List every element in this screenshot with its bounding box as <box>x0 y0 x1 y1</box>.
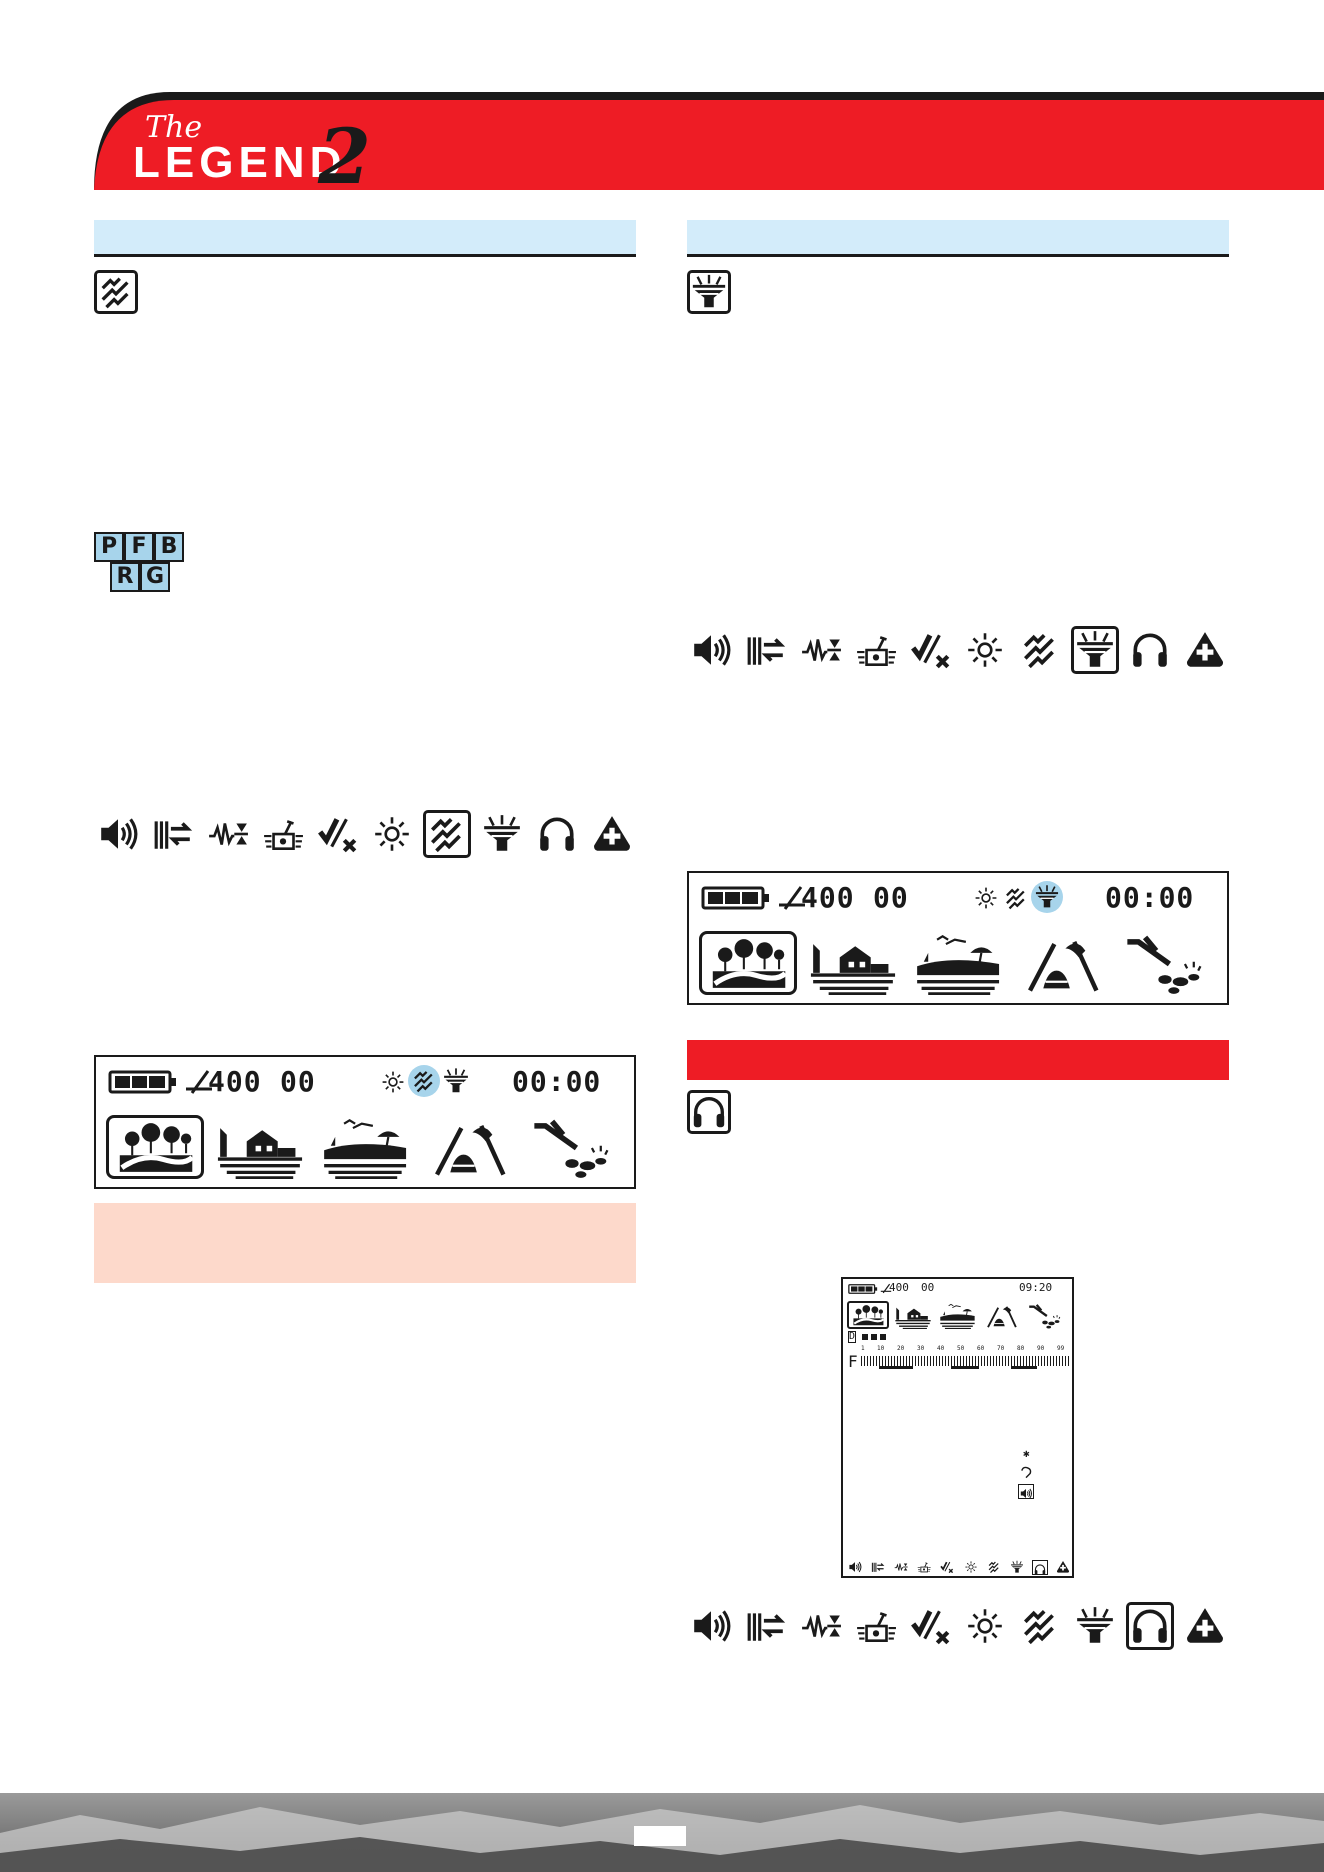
mini-readout-b: 00 <box>921 1281 935 1294</box>
brightness-icon <box>973 885 999 911</box>
brightness-icon[interactable] <box>368 810 416 858</box>
mini-scale-tick: 80 <box>1017 1345 1025 1352</box>
iron-filter-highlight <box>1031 881 1063 913</box>
mini-scale-tick: 30 <box>917 1345 925 1352</box>
frequency-icon <box>986 1560 1002 1574</box>
left-lcd-display <box>94 1055 636 1189</box>
threshold-icon[interactable] <box>742 626 790 674</box>
plus-icon[interactable] <box>1181 1602 1229 1650</box>
discrimination-icon[interactable] <box>852 626 900 674</box>
iron-filter-icon <box>1034 884 1060 910</box>
beach-scene-icon <box>937 1303 977 1329</box>
headphones-icon[interactable] <box>1126 626 1174 674</box>
relic-scene-icon[interactable] <box>422 1117 514 1179</box>
right-lcd-display <box>687 871 1229 1005</box>
lcd-readout-b: 00 <box>873 881 909 914</box>
iron-filter-icon[interactable] <box>478 810 526 858</box>
field-scene-icon[interactable] <box>214 1117 306 1179</box>
mini-clock: 09:20 <box>1019 1281 1053 1294</box>
left-icon-bar <box>94 808 636 860</box>
field-scene-icon[interactable] <box>807 933 899 995</box>
park-scene-icon[interactable] <box>106 1115 204 1179</box>
speaker-icon <box>847 1560 863 1574</box>
accept-reject-icon[interactable] <box>907 626 955 674</box>
mini-d-label: D <box>849 1331 856 1342</box>
mini-scale-marker <box>951 1366 979 1369</box>
right-icon-bar <box>687 624 1229 676</box>
ground-balance-icon[interactable] <box>797 626 845 674</box>
threshold-icon[interactable] <box>149 810 197 858</box>
iron-filter-icon[interactable] <box>1071 626 1119 674</box>
mini-scale-tick: 10 <box>877 1345 885 1352</box>
mode-cell-g: G <box>140 562 170 592</box>
mini-d-dot <box>862 1334 868 1340</box>
battery-icon <box>848 1283 878 1295</box>
mode-grid <box>94 532 204 602</box>
mini-scale-tick: 99 <box>1057 1345 1065 1352</box>
battery-icon <box>701 885 771 911</box>
speaker-icon[interactable] <box>687 626 735 674</box>
relic-scene-icon[interactable] <box>1015 933 1107 995</box>
headphones-icon[interactable] <box>533 810 581 858</box>
field-scene-icon <box>893 1303 933 1329</box>
beach-scene-icon[interactable] <box>318 1117 410 1179</box>
discrimination-icon[interactable] <box>259 810 307 858</box>
logo-two: 2 <box>318 112 371 201</box>
discrimination-icon[interactable] <box>852 1602 900 1650</box>
plus-icon <box>1055 1560 1071 1574</box>
device-screen <box>841 1277 1074 1578</box>
frequency-icon[interactable] <box>423 810 471 858</box>
mini-d-dot <box>871 1334 877 1340</box>
mode-cell-b: B <box>154 532 184 562</box>
speaker-icon[interactable] <box>94 810 142 858</box>
page-number <box>634 1826 686 1846</box>
plus-icon[interactable] <box>588 810 636 858</box>
plus-icon[interactable] <box>1181 626 1229 674</box>
discrimination-icon <box>916 1560 932 1574</box>
logo-the: The <box>145 110 203 145</box>
gold-scene-icon <box>1025 1303 1065 1329</box>
threshold-icon[interactable] <box>742 1602 790 1650</box>
headphones-icon[interactable] <box>1126 1602 1174 1650</box>
accept-reject-icon[interactable] <box>314 810 362 858</box>
threshold-icon <box>870 1560 886 1574</box>
logo-legend: LEGEND <box>133 138 347 187</box>
mini-scale-marker <box>879 1366 913 1369</box>
frequency-icon[interactable] <box>1016 1602 1064 1650</box>
iron-filter-icon <box>687 270 731 314</box>
accept-reject-icon[interactable] <box>907 1602 955 1650</box>
gold-scene-icon[interactable] <box>1119 933 1211 995</box>
iron-filter-icon <box>1009 1560 1025 1574</box>
note-box <box>94 1203 636 1283</box>
lcd-readout-a: 400 <box>801 881 855 914</box>
gold-scene-icon[interactable] <box>526 1117 618 1179</box>
headphones-icon <box>687 1090 731 1134</box>
mini-icon-bar <box>847 1559 1071 1575</box>
ground-balance-icon <box>893 1560 909 1574</box>
brightness-icon <box>380 1069 406 1095</box>
mode-cell-r: R <box>110 562 140 592</box>
accept-reject-icon <box>939 1560 955 1574</box>
headphones-icon-bar <box>687 1600 1229 1652</box>
lcd-clock: 00:00 <box>512 1065 602 1098</box>
brightness-icon[interactable] <box>961 1602 1009 1650</box>
iron-filter-icon <box>442 1067 470 1095</box>
right-section-header <box>687 220 1229 257</box>
coil-icon <box>1019 1465 1033 1479</box>
frequency-highlight <box>408 1065 440 1097</box>
lcd-readout-b: 00 <box>280 1065 316 1098</box>
park-scene-icon <box>847 1301 889 1329</box>
mini-scale-bar <box>861 1356 1071 1366</box>
iron-filter-icon[interactable] <box>1071 1602 1119 1650</box>
park-scene-icon[interactable] <box>699 931 797 995</box>
mini-scale-tick: 60 <box>977 1345 985 1352</box>
mini-scale-labels <box>861 1345 1071 1355</box>
bluetooth-icon: ✱ <box>1023 1447 1030 1460</box>
mini-scale-tick: 70 <box>997 1345 1005 1352</box>
ground-balance-icon[interactable] <box>204 810 252 858</box>
mini-scale-tick: 90 <box>1037 1345 1045 1352</box>
frequency-icon[interactable] <box>1016 626 1064 674</box>
frequency-icon <box>1003 885 1029 911</box>
lcd-readout-a: 400 <box>208 1065 262 1098</box>
brightness-icon <box>963 1560 979 1574</box>
mini-readout-a: 400 <box>889 1281 909 1294</box>
mini-scale-tick: 40 <box>937 1345 945 1352</box>
mode-cell-f: F <box>124 532 154 562</box>
relic-scene-icon <box>981 1303 1021 1329</box>
battery-icon <box>108 1069 178 1095</box>
headphones-section-header <box>687 1040 1229 1080</box>
brightness-icon[interactable] <box>961 626 1009 674</box>
mini-scale-tick: 20 <box>897 1345 905 1352</box>
headphones-icon <box>1032 1560 1048 1575</box>
mini-f-label: F <box>848 1352 858 1371</box>
mini-d-dot <box>880 1334 886 1340</box>
mini-scale-marker <box>1011 1366 1037 1369</box>
mode-cell-p: P <box>94 532 124 562</box>
frequency-icon <box>411 1068 437 1094</box>
beach-scene-icon[interactable] <box>911 933 1003 995</box>
mini-scale-tick: 50 <box>957 1345 965 1352</box>
speaker-icon[interactable] <box>687 1602 735 1650</box>
speaker-icon <box>1018 1484 1034 1499</box>
header-banner <box>0 0 1324 201</box>
mini-scale-tick: 1 <box>861 1345 865 1352</box>
lcd-clock: 00:00 <box>1105 881 1195 914</box>
ground-balance-icon[interactable] <box>797 1602 845 1650</box>
frequency-icon <box>94 270 138 314</box>
left-section-header <box>94 220 636 257</box>
